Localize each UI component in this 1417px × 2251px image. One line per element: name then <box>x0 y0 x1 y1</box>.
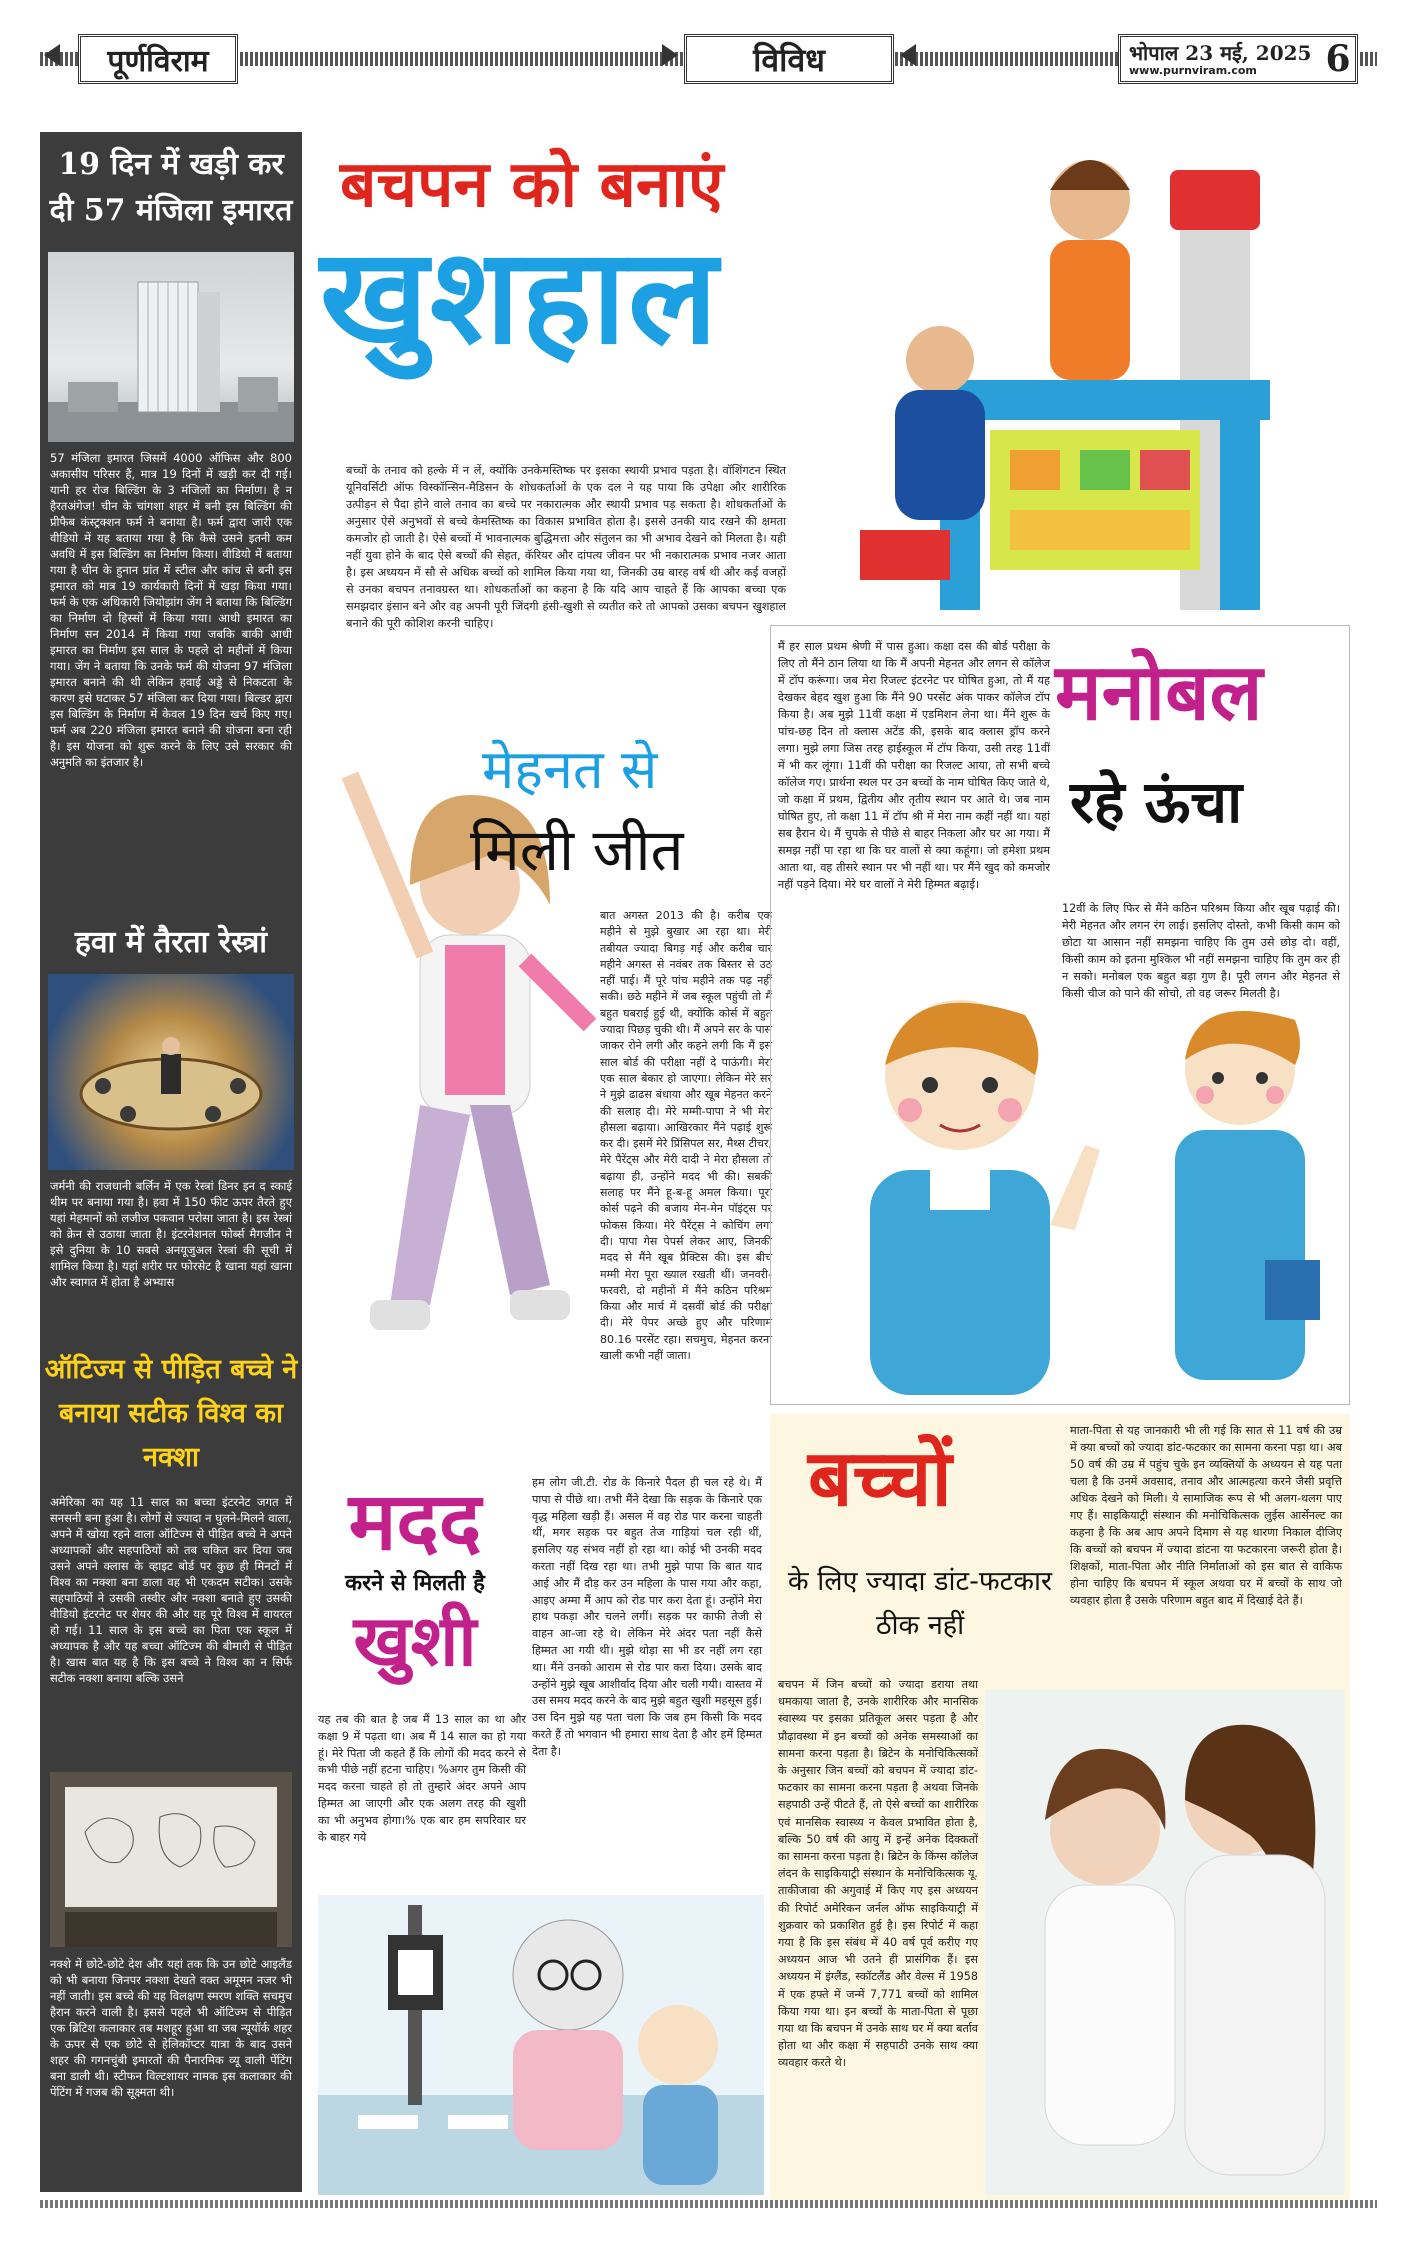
page-number: 6 <box>1325 38 1351 80</box>
mother-daughter-photo <box>985 1690 1345 2195</box>
edition-date: भोपाल 23 मई, 2025 <box>1129 40 1312 65</box>
left-arrow-icon <box>44 44 60 66</box>
sidebar-story1-title: 19 दिन में खड़ी कर दी 57 मंजिला इमारत <box>49 147 293 228</box>
bachchon-text-2: माता-पिता से यह जानकारी भी ली गई कि सात से 11 वर्ष की उम्र में क्या बच्चों को ज्यादा डांट-फटकार का सामना करना पड़ा था। अब 50 वर्ष की उम्र में पहुंच चुके इन व्यक्तियों के अध्ययन से यह पता चला है कि उनमें अवसाद, तनाव और आत्महत्या करने जैसी प्रवृत्ति अधिक देखने को मिली। ये सामाजिक रूप से भी अलग-थलग पाए गए हैं। साइकियाट्री संस्थान की मनोचिकित्सक लुईस आर्सेनल्ट का कहना है कि अब आप अपने दिमाग से यह धारणा निकाल दीजिए कि बच्चों को बचपन में ज्यादा डांटना या फटकारना जरूरी होता है। शिक्षकों, माता-पिता और नीति निर्माताओं को इस बात से वाकिफ होना चाहिए कि बचपन में स्कूल अथवा घर में बच्चों के साथ जो व्यवहार होता है उसके परिणाम बहुत बाद में दिखाई देते हैं। <box>1070 1424 1342 1607</box>
main-headline-small: बचपन को बनाएं <box>340 147 724 222</box>
madad-title-line1: मदद <box>348 1475 482 1568</box>
building-photo <box>48 252 294 442</box>
left-arrow-icon <box>900 44 916 66</box>
restaurant-photo <box>48 974 294 1170</box>
whiteboard-map-icon <box>50 1772 292 1947</box>
bachchon-text: बचपन में जिन बच्चों को ज्यादा डराया तथा धमकाया जाता है, उनके शारीरिक और मानसिक स्वास्थ्य पर इसका प्रतिकूल असर पड़ता है और प्रौढ़ावस्था में इन बच्चों को अनेक समस्याओं का सामना करना पड़ता है। ब्रिटेन के मनोचिकित्सकों के अनुसार जिन बच्चों को बचपन में ज्यादा डांट-फटकार का सामना करना पड़ता है अथवा जिनके सहपाठी उन्हें पीटते हैं, तो ऐसे बच्चों का शारीरिक एवं मानसिक स्वास्थ्य न केवल प्रभावित होता है, बल्कि 50 वर्ष की आयु में इन्हें अनेक दिक्कतों का सामना करना पड़ता है। ब्रिटेन के किंग्स कॉलेज लंदन के साइकियाट्री संस्थान के मनोचिकित्सक यू. ताकीजावा की अगुवाई में किए गए इस अध्ययन की रिपोर्ट अमेरिकन जर्नल ऑफ साइकियाट्री में शुक्रवार को प्रकाशित हुई है। इस रिपोर्ट में कहा गया है कि इस संबंध में 40 वर्ष पूर्व करीए गए अध्ययन आज भी उतने ही प्रासंगिक हैं। इस अध्ययन में इंग्लैंड, स्कॉटलैंड और वेल्स में 1958 में एक हफ्ते में जन्में 7,771 बच्चों को शामिल किया गया था। इन बच्चों के माता-पिता से पूछा गया था कि बचपन में उनके साथ घर में क्या बर्ताव होता था और कक्षा में सहपाठी उनके साथ क्या व्यवहार करते थे। <box>778 1678 978 2070</box>
bachchon-title-line1: बच्चों <box>808 1434 952 1524</box>
sidebar-story3-text: अमेरिका का यह 11 साल का बच्चा इंटरनेट जगत में सनसनी बना हुआ है। लोगों से ज्यादा न घुलने-मिलने वाला, अपने में खोया रहने वाला ऑटिज्म से पीड़ित बच्चे ने अपने अध्यापकों और सहपाठियों को तब चकित कर दिया जब उसने अपने क्लास के व्हाइट बोर्ड पर कुछ ही मिनटों में विश्व का नक्शा बना डाला वह भी एकदम सटीक। उसके सहपाठियों ने उसकी तस्वीर और नक्शा बनाते हुए उसकी वीडियो इंटरनेट पर शेयर की और यह पूरे विश्व में वायरल हो गई। 11 साल के इस बच्चे का पिता एक स्कूल में अध्यापक है और यह बच्चा ऑटिज्म की बीमारी से पीड़ित है। खास बात यह है कि इस बच्चे ने विश्व का न सिर्फ सटीक नक्शा बनाया बल्कि उसने <box>50 1495 292 1685</box>
mehnat-title-line2: मिली जीत <box>470 816 684 884</box>
manobal-text-2: 12वीं के लिए फिर से मैंने कठिन परिश्रम किया और खूब पढ़ाई की। मेरी मेहनत और लगन रंग लाई। इसलिए दोस्तो, कभी किसी काम को छोटा या आसान नहीं समझना चाहिए कि तुम उसे छोड़ दो। वहीं, किसी काम को इतना मुश्किल भी नहीं समझना चाहिए कि तुम कर ही न सको। मनोबल एक बहुत बड़ा गुण है। पूरी लगन और मेहनत से किसी चीज को पाने की सोचो, तो वह जरूर मिलती है। <box>1062 902 1340 1000</box>
dateline <box>1118 34 1358 84</box>
sky-dining-icon <box>48 974 294 1170</box>
main-headline-big: खुशहाल <box>320 220 720 374</box>
mehnat-text: बात अगस्त 2013 की है। करीब एक महीने से मुझे बुखार आ रहा था। मेरी तबीयत ज्यादा बिगड़ गई और करीब चार महीने अगस्त से नवंबर तक बिस्तर से उठ नहीं पाई। मैं पूरे पांच महीने तक पढ़ नहीं सकी। छठे महीने में जब स्कूल पहुंची तो मैं बहुत घबराई हुई थी, क्योंकि कोर्स में बहुत ज्यादा पिछड़ चुकी थी। मैं अपने सर के पास जाकर रोने लगी और कहने लगी कि मैं इस साल बोर्ड की परीक्षा नहीं दे पाऊंगी। मेरा एक साल बेकार हो जाएगा। लेकिन मेरे सर ने मुझे ढाढस बंधाया और खूब मेहनत करने की सलाह दी। मेरे मम्मी-पापा ने भी मेरा हौसला बढ़ाया। आखिरकार मैंने पढ़ाई शुरू कर दी। इसमें मेरे प्रिंसिपल सर, मैथ्स टीचर, मेरे पैरेंट्स और मेरी दादी ने मेरा हौसला तो बढ़ाया ही, उन्होंने मदद भी की। सबकी सलाह पर मैंने हू-ब-हू अमल किया। पूरा कोर्स पढ़ने की बजाय मेन-मेन पॉइंट्स पर फोकस किया। मेरे पैरेंट्स ने कोचिंग लगा दी। पापा गेस पेपर्स लेकर आए, जिनकी मदद से मैंने खूब प्रैक्टिस की। इस बीच मम्मी मेरा पूरा ख्याल रखती थीं। जनवरी-फरवरी, दो महीनों में मैंने कठिन परिश्रम किया और मार्च में दसवीं बोर्ड की परीक्षा दी। मेरे पेपर अच्छे हुए और परिणाम 80.16 परसेंट रहा। सचमुच, मेहनत करना खाली कभी नहीं जाता। <box>600 909 772 1363</box>
mehnat-title-line1: मेहनत से <box>482 738 658 801</box>
boy-victory-icon <box>840 985 1120 1395</box>
section-label <box>684 34 894 84</box>
footer-rule <box>40 2200 1377 2208</box>
kids-toy-shop-photo <box>850 130 1370 630</box>
madad-text-2: यह तब की बात है जब मैं 13 साल का था और कक्षा 9 में पढ़ता था। अब मैं 14 साल का हो गया हूं। मेरे पिता जी कहते हैं कि लोगों की मदद करने से कभी पीछे नहीं हटना चाहिए। %अगर तुम किसी की मदद करना चाहते हो तो तुम्हारे अंदर अपने आप हिम्मत आ जाएगी और एक अलग तरह की खुशी का भी अनुभव होगा।% एक बार हम सपरिवार घर के बाहर गये <box>318 1713 526 1844</box>
madad-title-line2: करने से मिलती है <box>345 1571 485 1596</box>
sidebar-story2-title: हवा में तैरता रेस्त्रां <box>74 925 268 960</box>
right-arrow-icon <box>662 44 678 66</box>
manobal-title-line2: रहे ऊंचा <box>1070 768 1243 836</box>
toy-market-icon <box>850 130 1370 630</box>
madad-text: हम लोग जी.टी. रोड के किनारे पैदल ही चल रहे थे। मैं पापा से पीछे था। तभी मैंने देखा कि सड़क के किनारे एक वृद्ध महिला खड़ी हैं। असल में वह रोड पार करना चाहती थीं, मगर सड़क पर बहुत तेज गाड़ियां चल रही थीं, इसलिए यह संभव नहीं हो रहा था। कोई भी उनकी मदद करता नहीं दिख रहा था। तभी मुझे पापा कि बात याद आई और मैं दौड़ कर उन महिला के पास गया और कहा, आइए अम्मा मैं आप को रोड पार करा देता हूं। उन्होंने मेरा हाथ पकड़ा और चलने लगीं। सड़क पर काफी तेजी से वाहन आ-जा रहे थे। लेकिन मेरे अंदर पता नहीं कैसे हिम्मत आ गयी थी। मुझे थोड़ा सा भी डर नहीं लग रहा था। मैंने उनको आराम से रोड पार करा दिया। उसके बाद उन्होंने मुझे खूब आशीर्वाद दिया और चली गयी। वास्तव में उस समय मदद करने के बाद मुझे बहुत खुशी महसूस हुई। उस दिन मुझे यह पता चला कि जब हम किसी कि मदद करते हैं तो भगवान भी हमारा साथ देता है और हमें हिम्मत देता है। <box>532 1476 762 1758</box>
boy-book-icon <box>1140 990 1340 1390</box>
mother-child-icon <box>985 1690 1345 2195</box>
crossing-road-illustration <box>318 1895 764 2195</box>
website-url: www.purnviram.com <box>1129 63 1257 77</box>
main-intro-text: बच्चों के तनाव को हल्के में न लें, क्योंकि उनकेमस्तिष्क पर इसका स्थायी प्रभाव पड़ता है। वॉशिंगटन स्थित यूनिवर्सिटी ऑफ विस्कॉन्सिन-मैडिसन के शोधकर्ताओं के एक दल ने यह पाया कि उपेक्षा और शारीरिक उत्पीड़न से पैदा होने वाले तनाव का बच्चे पर नकारात्मक और स्थायी प्रभाव पड़ सकता है। शोधकर्ताओं के अनुसार ऐसे अनुभवों से बच्चे केमस्तिष्क का विकास प्रभावित होता है। इससे उनकी याद रखने की क्षमता कमजोर हो जाती है। ऐसे बच्चों में भावनात्मक बुद्धिमत्ता और संतुलन का भी अभाव देखने को मिलता है। यही नहीं युवा होने के बाद ऐसे बच्चों की सेहत, कॅरियर और दांपत्य जीवन पर भी नकारात्मक प्रभाव नजर आता है। इस अध्ययन में सौ से अधिक बच्चों को शामिल किया गया था, जिनकी उम्र बारह वर्ष थी और कई वजहों से उनका बचपन तनावग्रस्त था। शोधकर्ताओं का कहना है कि यदि आप चाहते हैं कि आपका बच्चा एक समझदार इंसान बने और वह अपनी पूरी जिंदगी हंसी-खुशी से व्यतीत करे तो आपको उसका बचपन खुशहाल बनाने की पूरी कोशिश करनी चाहिए। <box>346 464 786 630</box>
brand-name: पूर्णविराम <box>107 43 209 79</box>
sidebar <box>40 132 302 2192</box>
skyscraper-icon <box>48 252 294 442</box>
sidebar-story3-text-continued: नक्शे में छोटे-छोटे देश और यहां तक कि उन छोटे आइलैंड को भी बनाया जिनपर नक्शा देखते वक्त अमूमन नजर भी नहीं जाती। इस बच्चे की यह विलक्षण स्मरण शक्ति सचमुच हैरान करने वाली है। इससे पहले भी ऑटिज्म से पीड़ित एक ब्रिटिश कलाकार तब मशहूर हुआ था जब न्यूयॉर्क शहर के ऊपर से एक छोटे से हेलिकॉप्टर यात्रा के बाद उसने शहर की गगनचुंबी इमारतों की पैनारमिक व्यू वाली पेंटिंग बना डाली थी। स्टीफन विल्टशायर नामक इस कलाकार की पेंटिंग में गजब की सूक्ष्मता थी। <box>50 1957 292 2099</box>
grandma-crossing-icon <box>318 1895 764 2195</box>
madad-title-block <box>310 1475 520 1683</box>
masthead-logo <box>78 34 238 84</box>
sidebar-story3-title: ऑटिज्म से पीड़ित बच्चे ने बनाया सटीक विश्व का नक्शा <box>44 1354 298 1473</box>
bachchon-title-line2: के लिए ज्यादा डांट-फटकार ठीक नहीं <box>787 1566 1053 1641</box>
sidebar-story2-text: जर्मनी की राजधानी बर्लिन में एक रेस्त्रां डिनर इन द स्काई थीम पर बनाया गया है। हवा में 150 फीट ऊपर तैरते हुए यहां मेहमानों को लजीज पकवान परोसा जाता है। इस रेस्त्रां को क्रेन से उठाया जाता है। इंटरनेशनल फोर्ब्स मैगजीन ने इसे दुनिया के 10 सबसे अनयूजुअल रेस्त्रां की सूची में शामिल किया है। यहां शरीर पर फोरसेट है खाना यहां खाना और स्वागत में होता है अभ्यास <box>50 1179 292 1289</box>
manobal-text: मैं हर साल प्रथम श्रेणी में पास हुआ। कक्षा दस की बोर्ड परीक्षा के लिए तो मैंने ठान लिया था कि मैं अपनी मेहनत और लगन से कॉलेज में टॉप करूंगा। जब मेरा रिजल्ट इंटरनेट पर घोषित हुआ, तो मैं यह देखकर बेहद खुश हुआ कि मैंने 90 परसेंट अंक पाकर कॉलेज टॉप किया है। अब मुझे 11वीं कक्षा में एडमिशन लेना था। मैंने शुरू के पांच-छह दिन तो क्लास अटेंड की, इसके बाद क्लास ड्रॉप करने लगा। मुझे लगा जिस तरह हाईस्कूल में टॉप किया, उसी तरह 11वीं में भी कर लूंगा। 11वीं की परीक्षा का रिजल्ट आया, तो सभी बच्चे कॉलेज गए। प्रार्थना स्थल पर उन बच्चों के नाम घोषित किए जाते थे, जो कक्षा में प्रथम, द्वितीय और तृतीय स्थान पर आते थे। जब नाम घोषित हुए, तो कक्षा 11 में टॉप श्री में मेरा नाम कहीं नहीं था। यहां सब हैरान थे। मैं चुपके से पीछे से बाहर निकला और घर आ गया। मैं समझ नहीं पा रहा था कि घर वालों से क्या कहूंगा। जो हमेशा प्रथम आता था, वह तीसरे स्थान पर भी नहीं था। पर मैंने खुद को कमजोर नहीं पड़ने दिया। मेरे घर वालों ने मेरी हिम्मत बढ़ाई। <box>778 640 1050 891</box>
manobal-title-line1: मनोबल <box>1055 648 1263 738</box>
boy-book-illustration <box>1140 990 1340 1390</box>
world-map-photo <box>50 1772 292 1947</box>
boy-victory-illustration <box>840 985 1120 1395</box>
madad-title-line3: खुशी <box>353 1600 477 1682</box>
sidebar-story1-text: 57 मंजिला इमारत जिसमें 4000 ऑफिस और 800 अकासीय परिसर हैं, मात्र 19 दिनों में खड़ी कर दी गई। यानी हर रोज बिल्डिंग के 3 मंजिलों का निर्माण। है न हैरतअंगेज! चीन के चांगशा शहर में बनी इस बिल्डिंग की प्रीफैब कंस्ट्रक्शन फर्म ने बनाया है। फर्म द्वारा जारी एक वीडियो में यह बताया गया है कि कैसे उसने इतनी कम अवधि में इस बिल्डिंग का निर्माण किया। वीडियो में बताया गया है चीन के हुनान प्रांत में स्टील और कांच से बनी इस इमारत को मात्र 19 कार्यकारी दिनों में खड़ा किया गया। फर्म के एक अधिकारी जियोझांग जेंग ने बताया कि बिल्डिंग का निर्माण दो हिस्सों में किया गया। आधी इमारत का निर्माण सन 2014 में किया गया जबकि बाकी आधी इमारत का निर्माण इस साल के पहले दो महीनों में किया गया। जेंग ने बताया कि उनके फर्म की योजना 97 मंजिला इमारत बनाने की थी लेकिन हवाई अड्डे से निकटता के कारण इसे घटाकर 57 मंजिला कर दिया गया। बिल्डर द्वारा इस बिल्डिंग के निर्माण में केवल 19 दिन खर्च किए गए। फर्म अब 220 मंजिला इमारत बनाने की योजना बना रही है। इस योजना को शुरू करने के लिए उसे सरकार की अनुमति का इंतजार है। <box>50 451 292 769</box>
section-title: विविध <box>753 40 825 79</box>
